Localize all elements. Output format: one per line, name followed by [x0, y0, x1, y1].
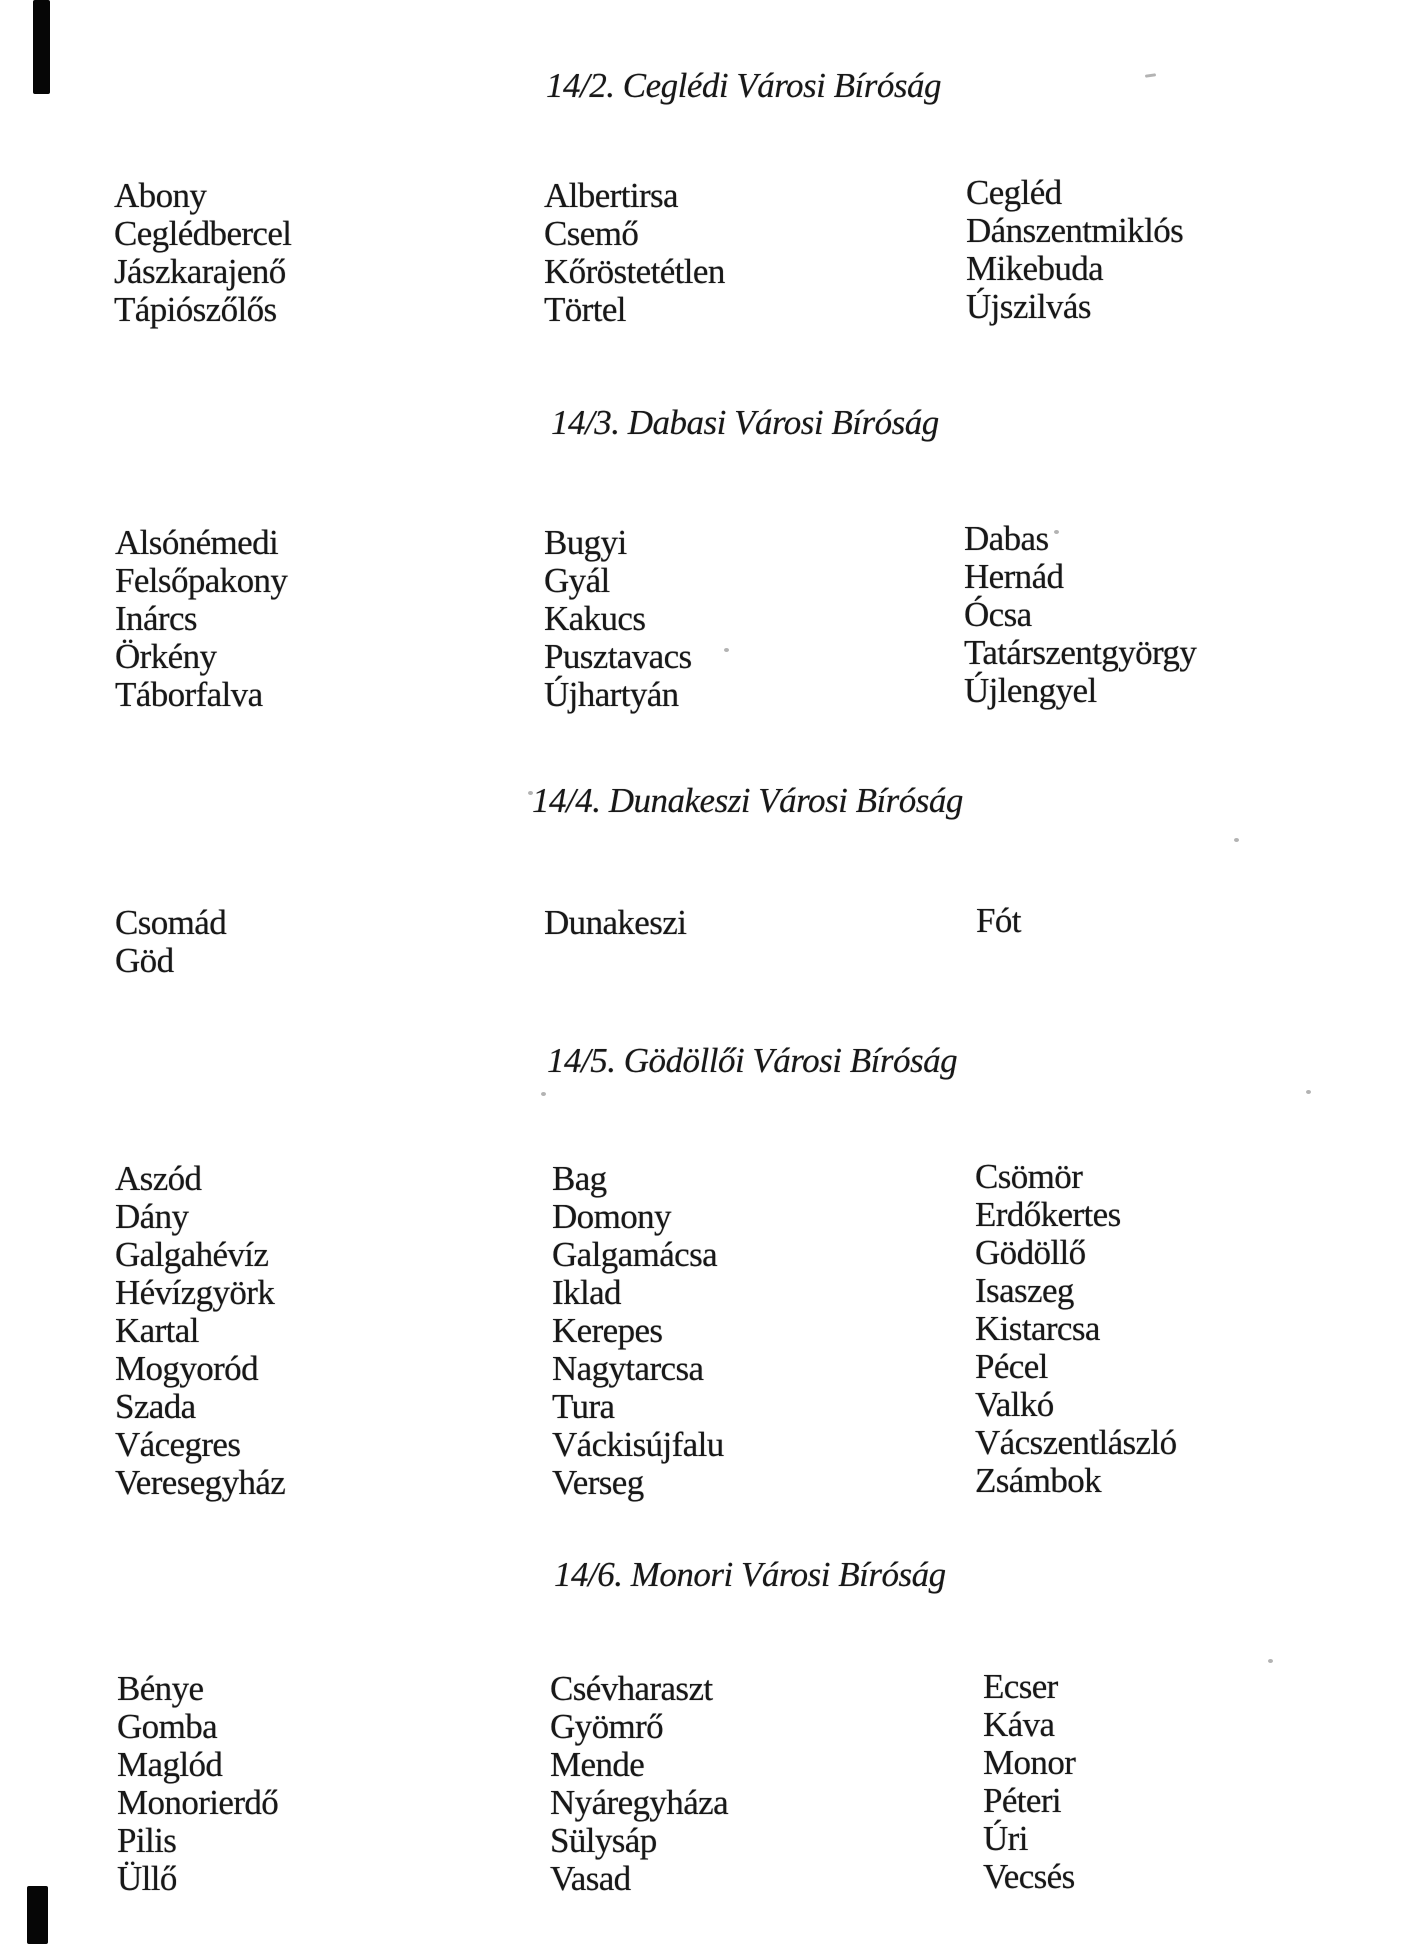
municipality: Dány — [115, 1197, 189, 1236]
municipality: Ceglédbercel — [114, 214, 292, 253]
municipality: Vecsés — [983, 1857, 1075, 1896]
municipality-column — [115, 524, 287, 714]
municipality: Üllő — [117, 1859, 177, 1898]
municipality: Mogyoród — [115, 1349, 258, 1388]
scan-speck — [1306, 1090, 1311, 1094]
municipality: Veresegyház — [115, 1463, 286, 1502]
municipality: Gyömrő — [550, 1707, 664, 1746]
municipality: Monorierdő — [117, 1783, 279, 1822]
section-title: 14/5. Gödöllői Városi Bíróság — [547, 1041, 958, 1080]
municipality: Váckisújfalu — [552, 1425, 724, 1464]
municipality: Tápiószőlős — [114, 290, 277, 329]
scan-speck — [724, 648, 729, 652]
municipality: Dánszentmiklós — [966, 211, 1184, 250]
municipality-column — [552, 1160, 724, 1502]
municipality: Albertirsa — [544, 176, 678, 215]
municipality: Isaszeg — [975, 1271, 1074, 1310]
municipality: Kakucs — [544, 599, 646, 638]
municipality: Csömör — [975, 1157, 1083, 1196]
municipality: Göd — [115, 941, 174, 980]
municipality: Gomba — [117, 1707, 218, 1746]
municipality: Csemő — [544, 214, 639, 253]
municipality: Ecser — [983, 1667, 1058, 1706]
municipality: Galgahévíz — [115, 1235, 269, 1274]
municipality: Tatárszentgyörgy — [964, 633, 1197, 672]
scan-speck — [1268, 1659, 1273, 1663]
scan-speck — [1145, 73, 1156, 78]
municipality: Örkény — [115, 637, 217, 676]
municipality: Törtel — [544, 290, 626, 329]
municipality: Dunakeszi — [544, 903, 687, 942]
municipality: Kartal — [115, 1311, 199, 1350]
scan-artifact-top-left — [33, 0, 50, 94]
municipality-column — [966, 174, 1183, 326]
municipality: Pilis — [117, 1821, 177, 1860]
section-title: 14/3. Dabasi Városi Bíróság — [551, 403, 939, 442]
municipality-column — [964, 520, 1196, 710]
municipality-column — [544, 904, 686, 942]
municipality: Kerepes — [552, 1311, 663, 1350]
municipality-column — [975, 1158, 1177, 1500]
municipality-column — [544, 177, 725, 329]
municipality: Bugyi — [544, 523, 627, 562]
municipality: Galgamácsa — [552, 1235, 718, 1274]
municipality: Maglód — [117, 1745, 223, 1784]
municipality: Erdőkertes — [975, 1195, 1121, 1234]
municipality: Sülysáp — [550, 1821, 657, 1860]
scan-speck — [1234, 838, 1239, 842]
municipality: Hévízgyörk — [115, 1273, 275, 1312]
municipality: Dabas — [964, 519, 1049, 558]
municipality-column — [983, 1668, 1075, 1896]
municipality-column — [544, 524, 692, 714]
municipality: Iklad — [552, 1273, 621, 1312]
municipality-column — [117, 1670, 278, 1898]
municipality: Inárcs — [115, 599, 197, 638]
municipality: Vácszentlászló — [975, 1423, 1177, 1462]
municipality: Gyál — [544, 561, 610, 600]
municipality: Domony — [552, 1197, 671, 1236]
municipality: Káva — [983, 1705, 1055, 1744]
municipality-column — [115, 904, 226, 980]
municipality: Újszilvás — [966, 287, 1091, 326]
municipality: Pusztavacs — [544, 637, 692, 676]
municipality: Fót — [976, 901, 1021, 940]
scan-speck — [541, 1092, 546, 1096]
municipality: Táborfalva — [115, 675, 263, 714]
municipality: Vácegres — [115, 1425, 241, 1464]
municipality: Monor — [983, 1743, 1076, 1782]
municipality: Aszód — [115, 1159, 202, 1198]
municipality: Csévharaszt — [550, 1669, 713, 1708]
municipality: Mikebuda — [966, 249, 1104, 288]
municipality: Vasad — [550, 1859, 631, 1898]
municipality: Bénye — [117, 1669, 204, 1708]
municipality: Kőröstetétlen — [544, 252, 725, 291]
municipality: Szada — [115, 1387, 196, 1426]
municipality: Cegléd — [966, 173, 1062, 212]
scan-artifact-bottom-left — [27, 1886, 48, 1944]
municipality-column — [115, 1160, 285, 1502]
municipality: Alsónémedi — [115, 523, 279, 562]
municipality: Felsőpakony — [115, 561, 288, 600]
municipality-column — [550, 1670, 728, 1898]
municipality: Kistarcsa — [975, 1309, 1100, 1348]
municipality: Nagytarcsa — [552, 1349, 704, 1388]
municipality: Ócsa — [964, 595, 1032, 634]
municipality: Csomád — [115, 903, 227, 942]
municipality: Nyáregyháza — [550, 1783, 729, 1822]
municipality: Hernád — [964, 557, 1064, 596]
municipality: Verseg — [552, 1463, 644, 1502]
section-title: 14/6. Monori Városi Bíróság — [554, 1555, 946, 1594]
municipality: Mende — [550, 1745, 645, 1784]
municipality: Tura — [552, 1387, 615, 1426]
municipality: Pécel — [975, 1347, 1048, 1386]
municipality: Újlengyel — [964, 671, 1097, 710]
municipality-column — [976, 902, 1021, 940]
municipality: Gödöllő — [975, 1233, 1086, 1272]
municipality: Újhartyán — [544, 675, 679, 714]
municipality: Valkó — [975, 1385, 1054, 1424]
municipality: Abony — [114, 176, 207, 215]
municipality: Úri — [983, 1819, 1028, 1858]
section-title: 14/4. Dunakeszi Városi Bíróság — [532, 781, 963, 820]
municipality: Jászkarajenő — [114, 252, 286, 291]
municipality: Zsámbok — [975, 1461, 1102, 1500]
municipality-column — [114, 177, 291, 329]
municipality: Bag — [552, 1159, 607, 1198]
municipality: Péteri — [983, 1781, 1062, 1820]
section-title: 14/2. Ceglédi Városi Bíróság — [546, 66, 941, 105]
